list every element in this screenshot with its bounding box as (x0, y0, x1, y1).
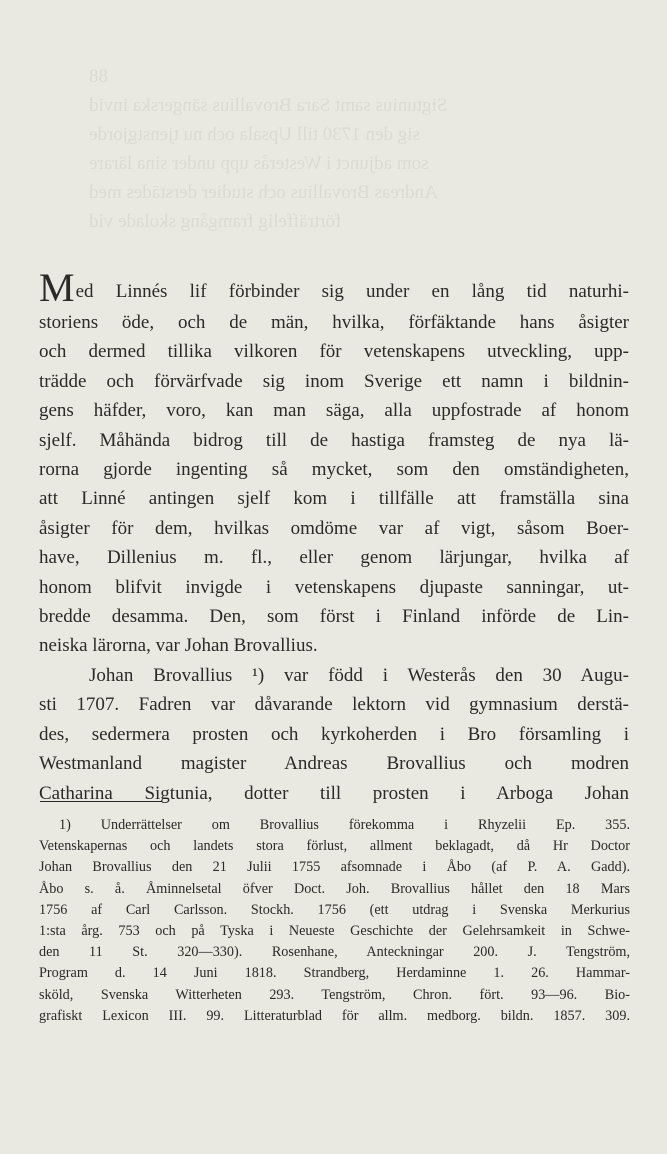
footnote-line: 1) Underrättelser om Brovallius förekomma i Rhyzelii Ep. 355. (59, 817, 630, 833)
footnote-line: sköld, Svenska Witterheten 293. Tengström, Chron. fört. 93—96. Bio- (39, 986, 630, 1003)
footnote-line: 1756 af Carl Carlsson. Stockh. 1756 (ett utdrag i Svenska Merkurius (39, 901, 630, 918)
text-line: rorna gjorde ingenting så mycket, som den omständigheten, (39, 459, 629, 481)
body-text (39, 265, 629, 808)
footnote-line: Åbo s. å. Åminnelsetal öfver Doct. Joh. Brovallius hållet den 18 Mars (39, 880, 630, 897)
text-line: Johan Brovallius ¹) var född i Westerås den 30 Augu- (89, 664, 629, 686)
ghost-line: Andreas Brovallius och studier derstädes med (89, 182, 438, 203)
text-line: att Linné antingen sjelf kom i tillfälle att framställa sina (39, 488, 629, 510)
text-line: och dermed tillika vilkoren för vetenskapens utveckling, upp- (39, 341, 629, 363)
text-line: åsigter för dem, hvilkas omdöme var af vigt, såsom Boer- (39, 517, 629, 539)
text-line: storiens öde, och de män, hvilka, förfäktande hans åsigter (39, 312, 629, 333)
footnote-line: Program d. 14 Juni 1818. Strandberg, Herdaminne 1. 26. Hammar- (39, 965, 630, 982)
ghost-line: Sigtunius samt Sara Brovallius sängerska invid (89, 95, 448, 116)
text-line: sti 1707. Fadren var dåvarande lektorn vid gymnasium derstä- (39, 694, 629, 716)
text-line: des, sedermera prosten och kyrkoherden i Bro församling i (39, 723, 629, 745)
text-line: Catharina Sigtunia, dotter till prosten i Arboga Johan (39, 782, 629, 804)
footnote-line: Johan Brovallius den 21 Julii 1755 afsomnade i Åbo (af P. A. Gadd). (39, 859, 630, 876)
bleed-through-text (89, 62, 609, 236)
text-line: Westmanland magister Andreas Brovallius och modren (39, 753, 629, 775)
footnote-rule (40, 801, 162, 802)
drop-cap: M (39, 265, 75, 310)
text-line: trädde och förvärfvade sig inom Sverige ett namn i bildnin- (39, 370, 629, 392)
footnote-line: grafiskt Lexicon III. 99. Litteraturblad för allm. medborg. bildn. 1857. 309. (39, 1007, 630, 1024)
line-text: ed Linnés lif förbinder sig under en lång tid naturhi- (75, 281, 629, 302)
text-line: have, Dillenius m. fl., eller genom lärjungar, hvilka af (39, 547, 629, 569)
text-line: honom blifvit invigde i vetenskapens djupaste sanningar, ut- (39, 576, 629, 598)
footnote-line: 1:sta årg. 753 och på Tyska i Neueste Geschichte der Gelehrsamkeit in Schwe- (39, 923, 630, 940)
ghost-line: som adjunct i Westerås upp under sina lärare (89, 153, 429, 174)
text-line: neiska lärorna, var Johan Brovallius. (39, 635, 318, 657)
footnote-line: den 11 St. 320—330). Rosenhane, Anteckningar 200. J. Tengström, (39, 944, 630, 961)
text-line: bredde desamma. Den, som först i Finland införde de Lin- (39, 606, 629, 628)
ghost-line: sig den 1730 till Upsala och nu tjenstgjorde (89, 124, 420, 145)
footnotes (39, 815, 630, 1027)
text-line (39, 265, 629, 310)
ghost-line: 88 (89, 66, 108, 87)
footnote-line: Vetenskapernas och landets stora förlust, allment beklagadt, då Hr Doctor (39, 838, 630, 855)
text-line: gens häfder, voro, kan man säga, alla uppfostrade af honom (39, 400, 629, 422)
text-line: sjelf. Måhända bidrog till de hastiga framsteg de nya lä- (39, 429, 629, 451)
ghost-line: förträffelig framgång skolade vid (89, 211, 342, 232)
